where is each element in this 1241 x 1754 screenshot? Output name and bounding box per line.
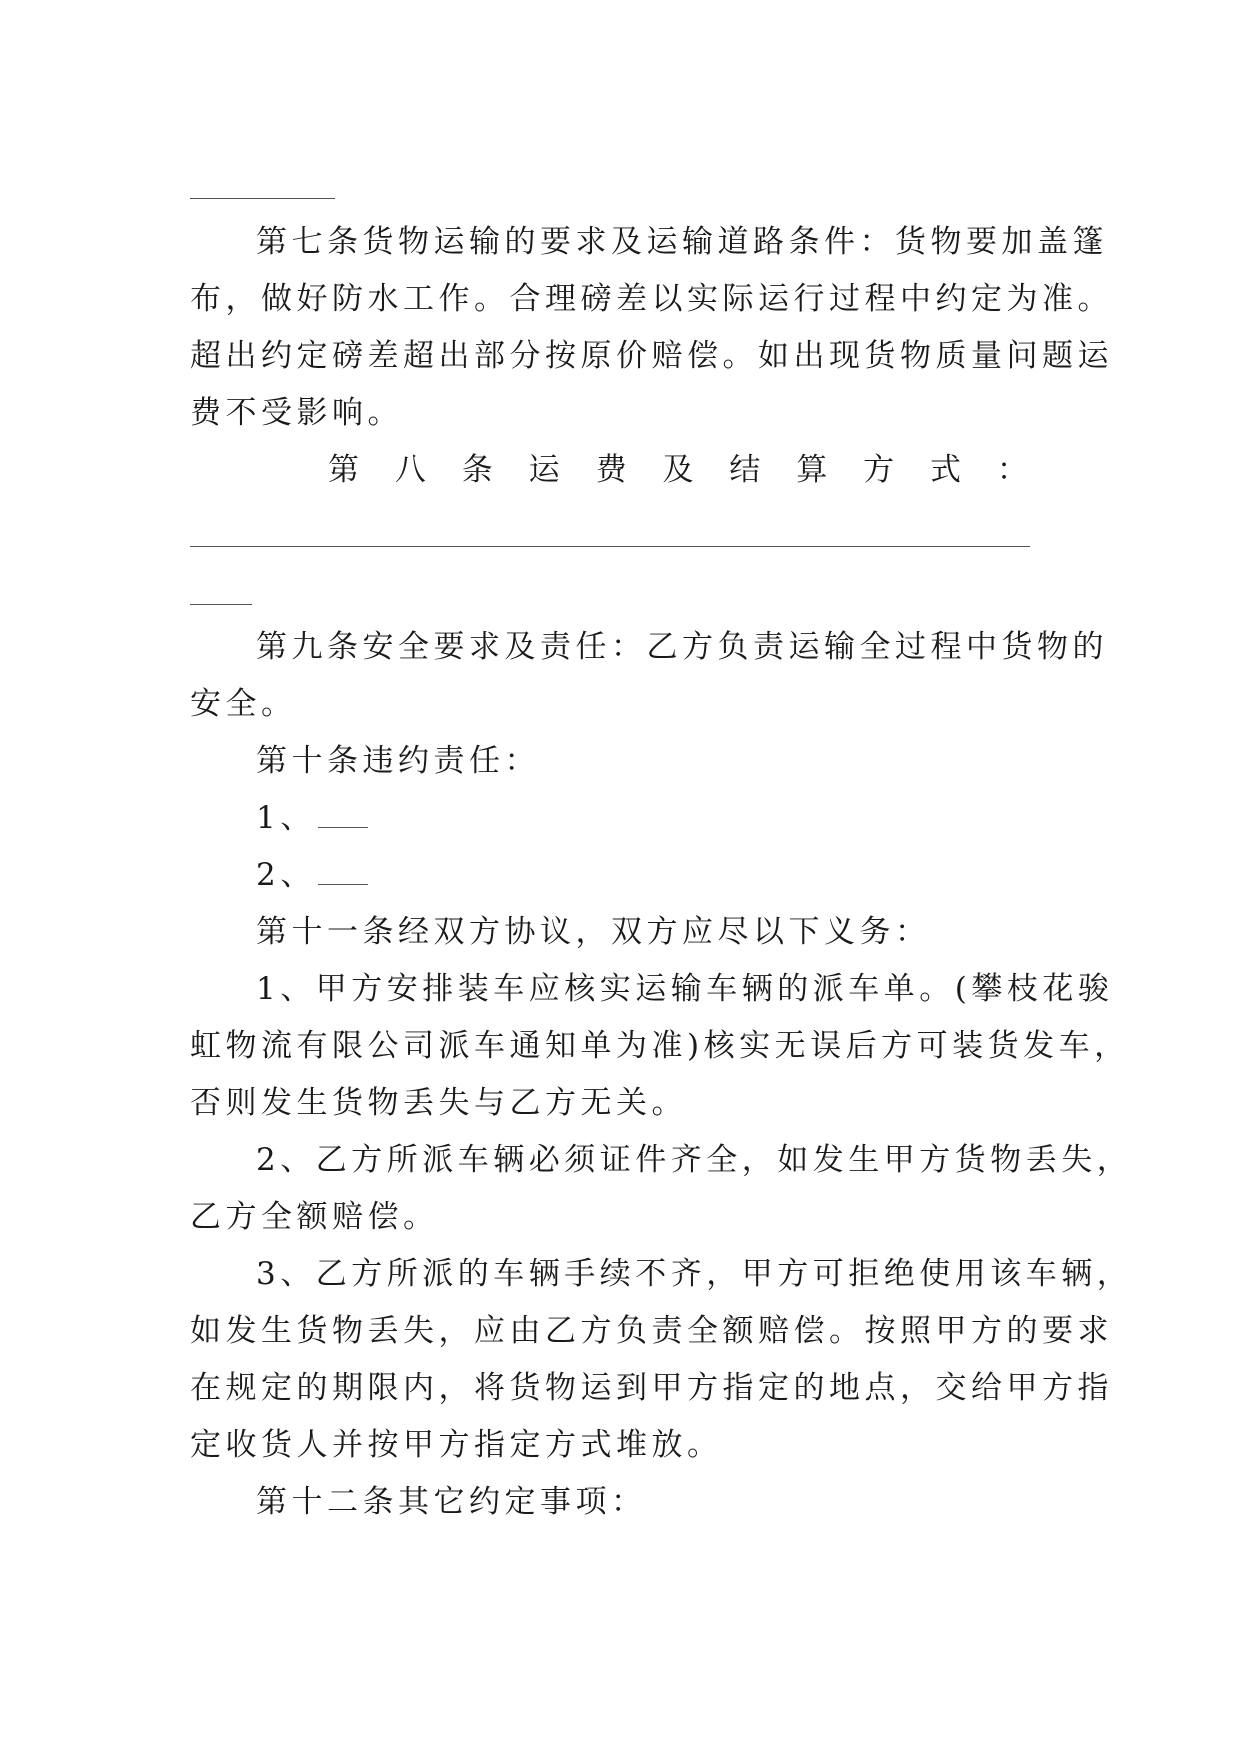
article-9-line-1: 第九条安全要求及责任：乙方负责运输全过程中货物的 (256, 629, 1108, 665)
article-11-item-1-line-2: 虹物流有限公司派车通知单为准)核实无误后方可装货发车， (190, 1028, 1130, 1064)
article-8-char: 条 (461, 452, 493, 488)
article-10-item-2 (256, 855, 368, 895)
article-12-title: 第十二条其它约定事项： (256, 1484, 647, 1520)
article-11-item-3-line-2: 如发生货物丢失，应由乙方负责全额赔偿。按照甲方的要求 (190, 1313, 1113, 1349)
article-7-line-2: 布，做好防水工作。合理磅差以实际运行过程中约定为准。 (190, 281, 1113, 317)
article-11-item-1-line-3: 否则发生货物丢失与乙方无关。 (190, 1085, 687, 1121)
article-8-char: 第 (328, 452, 359, 488)
article-7-line-1: 第七条货物运输的要求及运输道路条件：货物要加盖篷 (256, 224, 1108, 260)
article-8-char: ： (996, 452, 1028, 488)
article-11-item-1-line-1: 1、甲方安排装车应核实运输车辆的派车单。(攀枝花骏 (256, 971, 1114, 1007)
article-11-item-3-line-1: 3、乙方所派的车辆手续不齐，甲方可拒绝使用该车辆， (256, 1256, 1133, 1292)
article-9-line-2: 安全。 (190, 686, 297, 722)
article-8-heading (328, 450, 1028, 490)
article-11-item-3-line-4: 定收货人并按甲方指定方式堆放。 (190, 1427, 723, 1463)
article-10-item-2-label: 2、 (256, 857, 316, 893)
blank-fill-line (318, 805, 368, 828)
article-11-item-3-line-3: 在规定的期限内，将货物运到甲方指定的地点，交给甲方指 (190, 1370, 1113, 1406)
article-8-char: 费 (595, 452, 627, 488)
blank-fill-line (190, 546, 1030, 547)
blank-fill-line (318, 862, 368, 885)
article-8-char: 结 (729, 452, 761, 488)
article-8-char: 运 (528, 452, 560, 488)
article-11-title: 第十一条经双方协议，双方应尽以下义务： (256, 914, 931, 950)
article-7-line-3: 超出约定磅差超出部分按原价赔偿。如出现货物质量问题运 (190, 338, 1113, 374)
article-10-item-1-label: 1、 (256, 800, 316, 836)
blank-fill-line (190, 604, 252, 605)
article-8-char: 方 (863, 452, 895, 488)
blank-fill-line (190, 198, 335, 199)
article-7-line-4: 费不受影响。 (190, 395, 403, 431)
article-8-char: 八 (394, 452, 426, 488)
article-11-item-2-line-1: 2、乙方所派车辆必须证件齐全，如发生甲方货物丢失， (256, 1142, 1133, 1178)
article-10-item-1 (256, 798, 368, 838)
article-11-item-2-line-2: 乙方全额赔偿。 (190, 1199, 439, 1235)
article-8-char: 算 (796, 452, 828, 488)
article-10-title: 第十条违约责任： (256, 743, 540, 779)
article-8-char: 式 (930, 452, 962, 488)
article-8-char: 及 (662, 452, 694, 488)
